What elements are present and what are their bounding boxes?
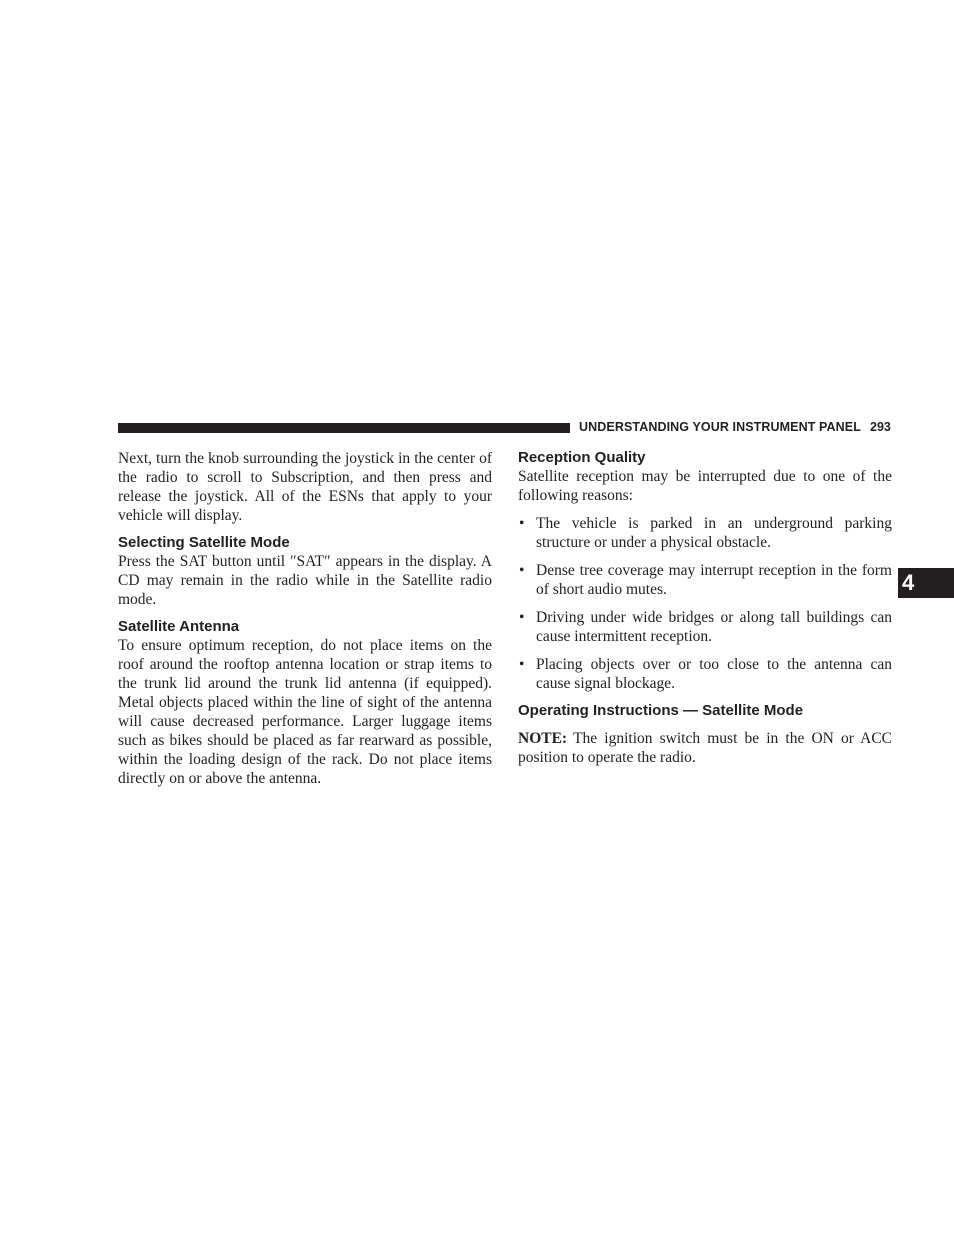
page-number: 293: [870, 420, 891, 434]
reception-quality-heading: Reception Quality: [518, 449, 646, 466]
list-item-text: Driving under wide bridges or along tall buildings can cause intermittent reception.: [536, 609, 892, 645]
list-item: [518, 561, 892, 599]
header-rule: [118, 423, 570, 433]
note-text: The ignition switch must be in the ON or ACC position to operate the radio.: [518, 730, 892, 766]
reception-quality-paragraph: Satellite reception may be interrupted due to one of the following reasons:: [518, 468, 892, 504]
list-item-text: The vehicle is parked in an underground parking structure or under a physical obstacle.: [536, 515, 892, 551]
list-item: [518, 655, 892, 693]
satellite-antenna-paragraph: To ensure optimum reception, do not place items on the roof around the rooftop antenna location or strap items to the trunk lid around the trunk lid antenna (if equipped). Metal objects placed within the line of sight of the antenna will cause decreased performance. Larger luggage items such as bikes should be placed as far rearward as possible, within the loading design of the rack. Do not place items directly on or above the antenna.: [118, 637, 492, 787]
bullet-icon: •: [519, 515, 525, 532]
note-paragraph: [518, 729, 892, 767]
bullet-icon: •: [519, 562, 525, 579]
section-title: UNDERSTANDING YOUR INSTRUMENT PANEL: [579, 420, 861, 434]
bullet-icon: •: [519, 656, 525, 673]
list-item: [518, 608, 892, 646]
satellite-antenna-heading: Satellite Antenna: [118, 618, 240, 635]
list-item: [518, 514, 892, 552]
right-column: [518, 449, 892, 767]
reception-reasons-list: [518, 514, 892, 693]
list-item-text: Dense tree coverage may interrupt reception in the form of short audio mutes.: [536, 562, 892, 598]
intro-paragraph: Next, turn the knob surrounding the joystick in the center of the radio to scroll to Subscription, and then press and release the joystick. All of the ESNs that apply to your vehicle will display.: [118, 450, 492, 524]
operating-instructions-heading: Operating Instructions — Satellite Mode: [518, 702, 804, 719]
selecting-satellite-mode-heading: Selecting Satellite Mode: [118, 534, 290, 551]
bullet-icon: •: [519, 609, 525, 626]
list-item-text: Placing objects over or too close to the antenna can cause signal blockage.: [536, 656, 892, 692]
note-label: NOTE:: [518, 730, 568, 747]
selecting-satellite-mode-paragraph: Press the SAT button until ″SAT″ appears in the display. A CD may remain in the radio while in the Satellite radio mode.: [118, 553, 492, 608]
chapter-tab: 4: [898, 568, 954, 598]
left-column: [118, 449, 492, 788]
